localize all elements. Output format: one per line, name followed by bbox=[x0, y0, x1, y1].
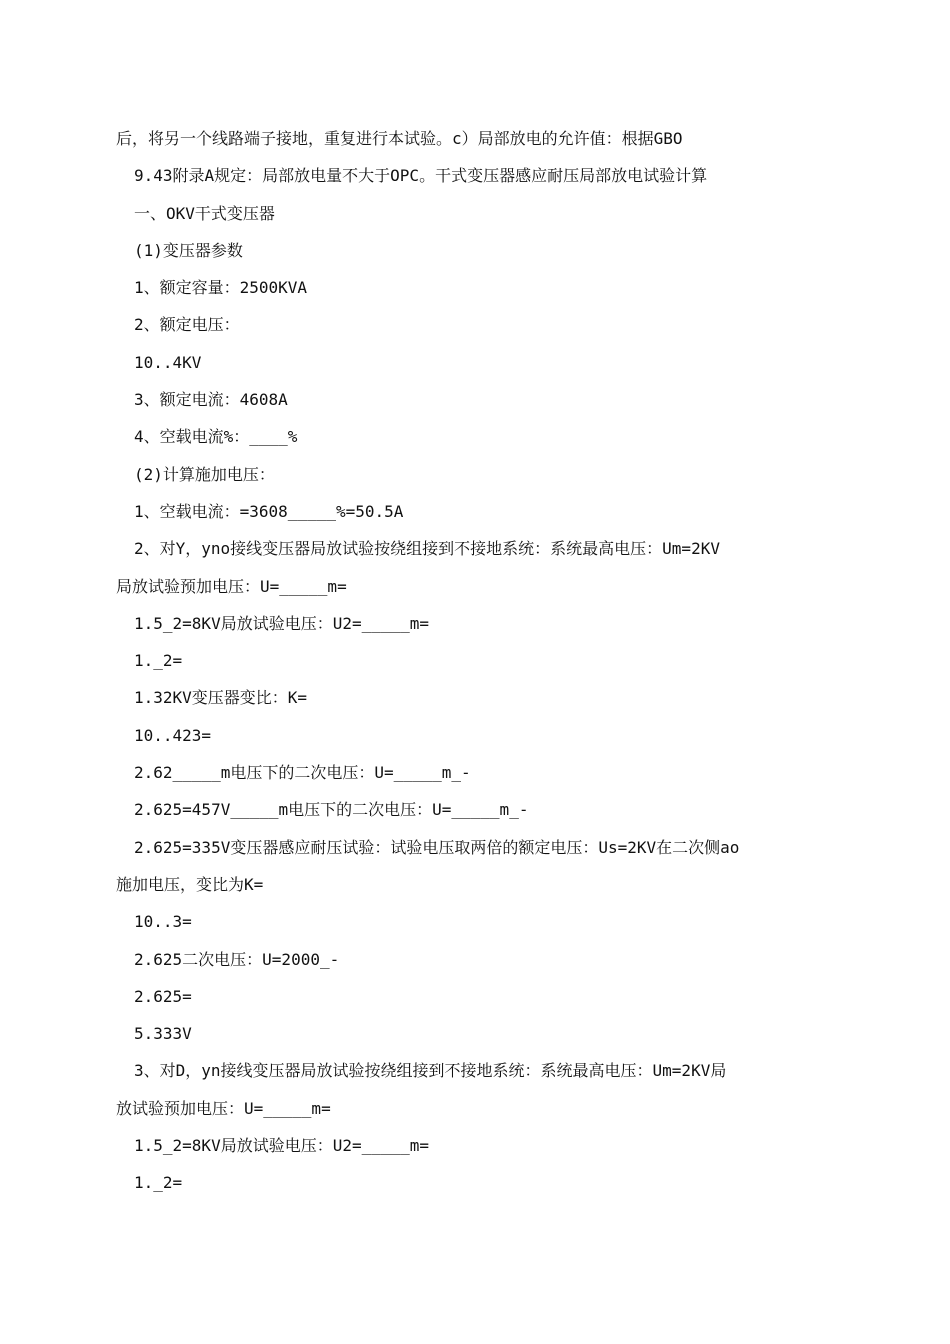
text-line: 2.625=335V变压器感应耐压试验：试验电压取两倍的额定电压：Us=2KV在二次侧ao bbox=[134, 837, 740, 857]
text-line: 1.32KV变压器变比：K= bbox=[134, 688, 308, 708]
text-line: 3、额定电流：4608A bbox=[134, 390, 288, 410]
text-line: 局放试验预加电压：U=_____m= bbox=[116, 576, 347, 596]
text-line: 1._2= bbox=[134, 1173, 183, 1193]
text-line: (2)计算施加电压： bbox=[134, 464, 275, 484]
text-line: 3、对D，yn接线变压器局放试验按绕组接到不接地系统：系统最高电压：Um=2KV局 bbox=[134, 1061, 727, 1081]
text-line: 后，将另一个线路端子接地，重复进行本试验。c）局部放电的允许值：根据GBO bbox=[116, 129, 683, 148]
text-line: 1.5_2=8KV局放试验电压：U2=_____m= bbox=[134, 613, 430, 633]
text-line: 10..4KV bbox=[134, 352, 202, 372]
text-line: 10..3= bbox=[134, 912, 192, 932]
document-body bbox=[116, 120, 840, 1202]
text-line: 1、空载电流：=3608_____%=50.5A bbox=[134, 501, 404, 521]
text-line: 一、OKV干式变压器 bbox=[134, 203, 275, 223]
text-line: 施加电压，变比为K= bbox=[116, 874, 264, 894]
text-line: 4、空载电流%：____% bbox=[134, 427, 298, 447]
text-line: 1._2= bbox=[134, 651, 183, 671]
text-line: 2、额定电压： bbox=[134, 315, 240, 335]
text-line: 放试验预加电压：U=_____m= bbox=[116, 1098, 331, 1118]
text-line: 1、额定容量：2500KVA bbox=[134, 278, 308, 298]
text-line: 2.625二次电压：U=2000_- bbox=[134, 949, 340, 969]
text-line: 2.625= bbox=[134, 986, 192, 1006]
text-line: 2.625=457V_____m电压下的二次电压：U=_____m_- bbox=[134, 800, 529, 820]
text-line: 9.43附录A规定：局部放电量不大于OPC。干式变压器感应耐压局部放电试验计算 bbox=[134, 166, 708, 186]
text-line: 10..423= bbox=[134, 725, 212, 745]
text-line: 2、对Y，yno接线变压器局放试验按绕组接到不接地系统：系统最高电压：Um=2KV bbox=[134, 539, 720, 559]
text-line: (1)变压器参数 bbox=[134, 240, 243, 260]
text-line: 5.333V bbox=[134, 1024, 192, 1044]
text-line: 1.5_2=8KV局放试验电压：U2=_____m= bbox=[134, 1136, 430, 1156]
text-line: 2.62_____m电压下的二次电压：U=_____m_- bbox=[134, 763, 471, 783]
